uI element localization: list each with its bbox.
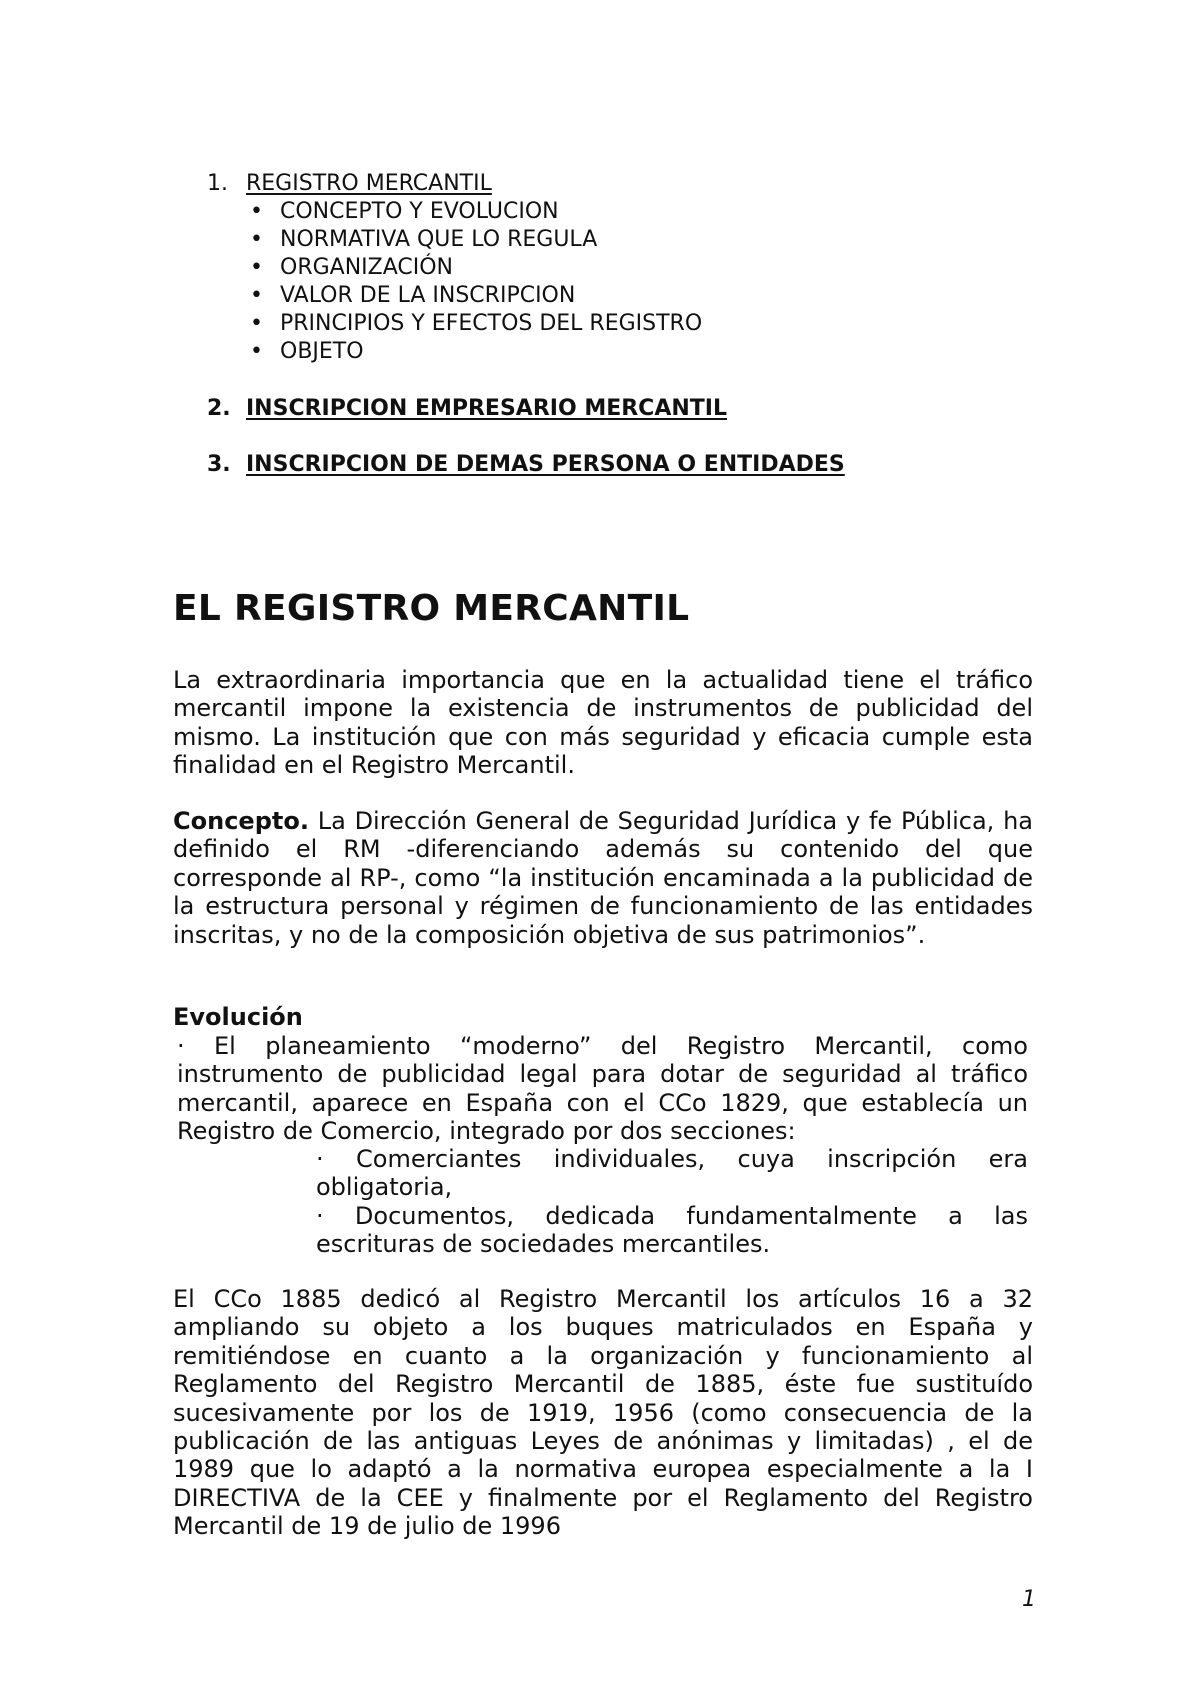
bullet-icon: • [250, 283, 263, 308]
concepto-label: Concepto. [173, 807, 309, 835]
toc-bullet-text: OBJETO [280, 339, 364, 364]
bullet-icon: • [250, 199, 263, 224]
toc-bullet-text: CONCEPTO Y EVOLUCION [280, 199, 559, 224]
page-number: 1 [1022, 1587, 1036, 1612]
toc-bullet-text: NORMATIVA QUE LO REGULA [280, 227, 598, 252]
toc-bullet-item [250, 310, 702, 338]
toc-bullet-item [250, 338, 702, 366]
toc-item-3-title: INSCRIPCION DE DEMAS PERSONA O ENTIDADES [246, 452, 845, 477]
toc-bullet-item [250, 226, 702, 254]
toc-bullet-item [250, 254, 702, 282]
toc-bullet-item [250, 198, 702, 226]
sub-item-documentos: · Documentos, dedicada fundamentalmente a las escrituras de sociedades mercantiles. [316, 1202, 1028, 1259]
toc-item-2 [207, 395, 727, 423]
sub-item-comerciantes: · Comerciantes individuales, cuya inscripción era obligatoria, [316, 1145, 1028, 1202]
toc-bullet-text: ORGANIZACIÓN [280, 255, 454, 280]
bullet-icon: • [250, 255, 263, 280]
toc-item-1-number: 1. [207, 171, 228, 196]
toc-item-1-title: REGISTRO MERCANTIL [246, 171, 492, 196]
toc-item-3 [207, 451, 845, 479]
toc-bullet-list [250, 198, 702, 366]
concepto-text: La Dirección General de Seguridad Jurídica y fe Pública, ha definido el RM -diferenciando además su contenido del que corresponde al RP-, como “la institución encaminada a la publicidad de la estructura personal y régimen de funcionamiento de las entidades inscritas, y no de la composición objetiva de sus patrimonios”. [173, 807, 1033, 949]
toc-bullet-text: PRINCIPIOS Y EFECTOS DEL REGISTRO [280, 311, 703, 336]
concepto-paragraph [173, 807, 1033, 949]
toc-bullet-item [250, 282, 702, 310]
bullet-icon: • [250, 227, 263, 252]
toc-item-2-number: 2. [207, 396, 231, 421]
toc-item-1 [207, 170, 492, 198]
toc-bullet-text: VALOR DE LA INSCRIPCION [280, 283, 576, 308]
evolucion-heading: Evolución [173, 1003, 303, 1031]
cco-1885-paragraph: El CCo 1885 dedicó al Registro Mercantil los artículos 16 a 32 ampliando su objeto a los buques matriculados en España y remitiéndose en cuanto a la organización y funcionamiento al Reglamento del Registro Mercantil de 1885, éste fue sustituído sucesivamente por los de 1919, 1956 (como consecuencia de la publicación de las antiguas Leyes de anónimas y limitadas) , el de 1989 que lo adaptó a la normativa europea especialmente a la I DIRECTIVA de la CEE y finalmente por el Reglamento del Registro Mercantil de 19 de julio de 1996 [173, 1285, 1033, 1541]
toc-item-3-number: 3. [207, 452, 231, 477]
evolucion-paragraph: · El planeamiento “moderno” del Registro Mercantil, como instrumento de publicidad legal para dotar de seguridad al tráfico mercantil, aparece en España con el CCo 1829, que establecía un Registro de Comercio, integrado por dos secciones: [177, 1032, 1028, 1146]
bullet-icon: • [250, 339, 263, 364]
intro-paragraph: La extraordinaria importancia que en la actualidad tiene el tráfico mercantil impone la existencia de instrumentos de publicidad del mismo. La institución que con más seguridad y eficacia cumple esta finalidad en el Registro Mercantil. [173, 666, 1033, 780]
bullet-icon: • [250, 311, 263, 336]
section-heading: EL REGISTRO MERCANTIL [173, 588, 690, 629]
toc-item-2-title: INSCRIPCION EMPRESARIO MERCANTIL [246, 396, 727, 421]
